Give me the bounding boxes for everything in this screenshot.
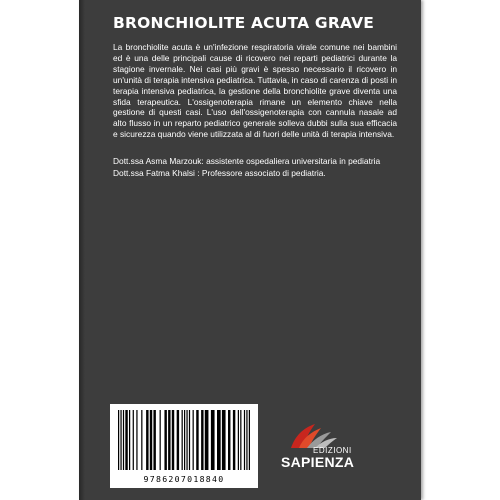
- barcode-bar: [146, 410, 148, 470]
- barcode-bar: [182, 410, 183, 470]
- barcode-bar: [153, 410, 155, 470]
- barcode-bar: [160, 410, 161, 470]
- barcode-bar: [184, 410, 185, 470]
- book-blurb: La bronchiolite acuta è un'infezione respiratoria virale comune nei bambini ed è una delle principali cause di ricovero nei reparti pediatrici durante la stagione invernale. Nei casi più gravi è spesso necessario il ricovero in un'unità di terapia intensiva pediatrica. Tuttavia, in caso di carenza di posti in terapia intensiva pediatrica, la gestione della bronchiolite grave diventa una sfida terapeutica. L'ossigenoterapia rimane un elemento chiave nella gestione di questi casi. L'uso dell'ossigenoterapia con cannula nasale ad alto flusso in un reparto pediatrico generale solleva dubbi sulla sua efficacia e sicurezza quando viene utilizzata al di fuori delle unità di terapia intensiva.: [113, 42, 397, 140]
- barcode-bar: [244, 410, 245, 470]
- barcode-bar: [189, 410, 190, 470]
- barcode-bar: [164, 410, 166, 470]
- author-list: [113, 155, 403, 179]
- barcode-icon: [116, 410, 252, 472]
- barcode-bar: [211, 410, 215, 470]
- barcode-bar: [136, 410, 137, 470]
- barcode-bar: [141, 410, 142, 470]
- barcode-bar: [222, 410, 226, 470]
- barcode-bar: [249, 410, 250, 470]
- barcode-bar: [177, 410, 179, 470]
- barcode-bar: [233, 410, 235, 470]
- barcode-bar: [186, 410, 187, 470]
- barcode-bar: [125, 410, 127, 470]
- barcode-bar: [196, 410, 198, 470]
- publisher-edizioni: EDIZIONI: [313, 446, 352, 455]
- publisher-logo: [279, 420, 369, 492]
- author-line: Dott.ssa Asma Marzouk: assistente ospedaliera universitaria in pediatria: [113, 156, 381, 166]
- barcode-bar: [246, 410, 247, 470]
- barcode-bar: [168, 410, 170, 470]
- barcode-bar: [129, 410, 130, 470]
- barcode: [110, 404, 258, 488]
- isbn-number: 9786207018840: [143, 474, 225, 484]
- barcode-bar: [193, 410, 194, 470]
- barcode-bar: [238, 410, 239, 470]
- barcode-bar: [120, 410, 121, 470]
- book-title: BRONCHIOLITE ACUTA GRAVE: [113, 14, 375, 32]
- back-cover: [79, 0, 421, 500]
- barcode-bar: [150, 410, 152, 470]
- barcode-bar: [172, 410, 174, 470]
- author-line: Dott.ssa Fatma Khalsi : Professore associato di pediatria.: [113, 168, 326, 178]
- barcode-bar: [217, 410, 221, 470]
- barcode-bar: [133, 410, 134, 470]
- barcode-bar: [228, 410, 230, 470]
- barcode-bar: [201, 410, 203, 470]
- barcode-bar: [123, 410, 124, 470]
- barcode-bar: [205, 410, 209, 470]
- barcode-bar: [240, 410, 241, 470]
- barcode-bar: [118, 410, 119, 470]
- spine-shadow: [79, 0, 85, 500]
- publisher-name: SAPIENZA: [281, 454, 355, 470]
